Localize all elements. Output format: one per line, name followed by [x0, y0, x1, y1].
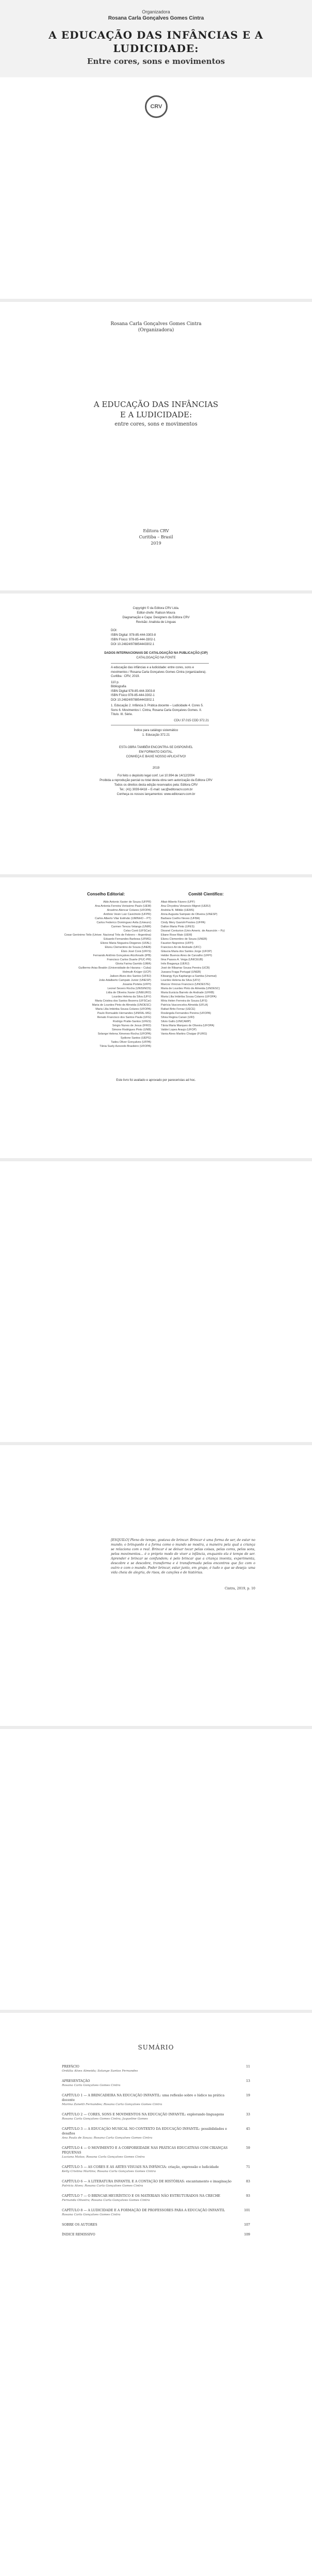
title-page-organizer: Rosana Carla Gonçalves Gomes Cintra	[110, 321, 202, 327]
council-member: Simone Rodrigues Pinto (UNB)	[111, 1028, 151, 1031]
council-member: Gláucia Maria dos Santos Jorge (UFOP)	[161, 950, 212, 953]
council-member: Elizeu Clementino de Souza (UNEB)	[105, 946, 151, 949]
council-member: Ana Antonia Ferreira Verissimo Paulo (UEM)	[95, 905, 151, 908]
editorial-council-title: Conselho Editorial:	[87, 892, 125, 896]
title-page-publisher: Editora CRV	[143, 529, 169, 533]
rights-3: Todos os direitos desta edição reservados pela: Editora CRV	[114, 784, 198, 787]
summary-item-author: Rosana Carla Gonçalves Gomes Cintra; Jaqueline Gomes	[62, 2117, 148, 2121]
summary-item-label: PREFÁCIO	[62, 2065, 79, 2069]
cip-title: DADOS INTERNACIONAIS DE CATALOGAÇÃO NA PUBLICAÇÃO (CIP)	[104, 652, 208, 655]
summary-item-page: 19	[246, 2094, 250, 2097]
cover-org-label: Organizadora	[142, 9, 170, 14]
cover-org-name: Rosana Carla Gonçalves Gomes Cintra	[108, 15, 204, 21]
summary-item-page: 109	[244, 2233, 250, 2236]
summary-item-author: Patrícia Alves; Rosana Carla Gonçalves Gomes Cintra	[62, 2184, 143, 2188]
council-member: Anselmo Alencar Colares (UFOPA)	[107, 909, 151, 912]
isbn-physical: ISBN Físico: 978-85-444-3302-1	[111, 638, 156, 641]
summary-item-page: 45	[246, 2127, 250, 2131]
council-member: Andréia N. Militão (UEMS)	[161, 909, 194, 912]
council-member: Élsio José Corá (UFFS)	[121, 950, 151, 953]
copyright: Copyright © da Editora CRV Ltda.	[133, 607, 179, 610]
colophon-page	[0, 594, 312, 874]
scientific-committee-list	[161, 900, 251, 1036]
council-member: Tânia Maria Marques de Oliveira (UFOPA)	[161, 1024, 215, 1027]
summary-item-author: Kelly Cristina Martins; Rosana Carla Gonçalves Gomes Cintra	[62, 2170, 156, 2173]
council-member: Rosângela Fernandes Pereira (UFOPA)	[161, 1012, 211, 1015]
summary-item-page: 13	[246, 2079, 250, 2083]
diagram-credit: Diagramação e Capa: Designers da Editora CRV	[122, 616, 190, 619]
council-member: Lídia de Oliveira Xavier (UNIEURO)	[106, 991, 151, 994]
council-member: Rodrigo Pratte-Santos (UFES)	[112, 1020, 151, 1023]
council-member: Jussara Fraga Portugal (UNEB)	[161, 971, 201, 974]
epigraph-page	[0, 1445, 312, 1726]
peer-review-note: Este livro foi avaliado e aprovado por pareceristas ad hoc.	[116, 1079, 196, 1082]
index-title: Índice para catálogo sistemático	[134, 729, 178, 732]
summary-item[interactable]	[62, 2112, 250, 2122]
summary-item[interactable]	[62, 2194, 250, 2203]
title-page	[0, 302, 312, 590]
council-member: Maria Cristina dos Santos Bezerra (UFSCar)	[95, 999, 151, 1003]
scientific-committee-title: Comitê Científico:	[188, 892, 224, 896]
rights-5: Conheça os nossos lançamentos: www.editoracrv.com.br	[117, 793, 195, 796]
summary-item[interactable]	[62, 2165, 250, 2174]
summary-item-label: CAPÍTULO 6 — A LITERATURA INFANTIL E A CONTAÇÃO DE HISTÓRIAS: encantamento e imaginação	[62, 2180, 232, 2183]
title-page-year: 2019	[151, 541, 161, 546]
cover-page	[0, 0, 312, 299]
council-member: Carmen Tereza Velanga (UNIR)	[111, 925, 151, 928]
cip-text-5: ISBN Físico 978-85-444-3302-1	[111, 694, 155, 697]
council-member: Solange Helena Ximenes-Rocha (UFOPA)	[97, 1032, 151, 1036]
council-member: Francisco Carlos Duarte (PUC-PR)	[107, 958, 151, 961]
cip-cdd: CDU 37.015 CDD 372.21	[174, 719, 209, 722]
cip-box	[111, 663, 209, 725]
council-member: Patrícia Vasconcelos Almeida (UFLA)	[161, 1004, 208, 1007]
summary-item-label: CAPÍTULO 5 — AS CORES E AS ARTES VISUAIS NA INFÂNCIA: criação, expressão e ludicidade	[62, 2165, 219, 2169]
title-page-subtitle: entre cores, sons e movimentos	[114, 421, 198, 427]
council-member: Maria Eurácia Barreto de Andrade (UFRB)	[161, 991, 215, 994]
council-member: Kilwangy Kya Kapitango-a-Samba (Unemat)	[161, 975, 217, 978]
council-member: Antônio Vesin Luiz Cavichiolo (UFPR)	[103, 913, 151, 916]
council-member: Maria de Lourdes Pinto de Almeida (UNOESC)	[161, 987, 220, 990]
summary-item-label: CAPÍTULO 4 — O MOVIMENTO E A CORPOREIDADE NAS PRÁTICAS EDUCATIVAS COM CRIANÇAS PEQUENAS	[62, 2146, 228, 2155]
council-member: Lourdes Helena da Silva (UFV)	[111, 995, 151, 998]
summary-item-page: 107	[244, 2223, 250, 2227]
summary-item[interactable]	[62, 2079, 250, 2088]
summary-item[interactable]	[62, 2208, 250, 2217]
title-page-city: Curitiba – Brasil	[139, 535, 173, 539]
cip-text-3: Bibliografia	[111, 685, 126, 688]
epigraph-text: [ESQUILO] Pleno de tempo, gostava de brincar. Brincar é uma forma de ser, de estar no mundo; o brinquedo é a forma como o mundo se mostra, a maneira pela qual a criança se relaciona com o real. Brincar é se deixar tocar pelas coisas, pelas cores, pelos sons, pelos movimentos... é o próprio modo de viver a infância, enquanto ela é tempo de ser. Aprender e brincar se confundem; é pelo brincar que a criança inventa, experimenta, descobre e se descobre, transforma e é transformada pelos encontros que faz com o outro e com o mundo. Poder brincar, estar junto, em grupo, é tudo o que se deseja: uma vida cheia de alegria, de risos, de canções e de histórias.	[111, 1538, 255, 1574]
council-member: Tânia Suely Azevedo Brasileiro (UFOPA)	[100, 1045, 151, 1048]
council-member: Elizeu Clementino de Souza (UNEB)	[161, 938, 207, 941]
rights-1: Foi feito o depósito legal conf. Lei 10.994 de 14/12/2004	[117, 774, 195, 777]
council-member: Ana Chrystina Venancio Mignot (UERJ)	[161, 905, 211, 908]
council-member: Rafael Brito Ferraz (UECE)	[161, 1008, 195, 1011]
epigraph-author: Cintra, 2019, p. 10	[224, 1587, 255, 1590]
council-member: Helder Buenos Aires de Carvalho (UFPI)	[161, 954, 212, 957]
council-member: João Adalberto Campato Junior (UNESP)	[98, 979, 151, 982]
council-member: Paulo Romualdo Hernandes (UNIFAL-MG)	[97, 1012, 151, 1015]
summary-item[interactable]	[62, 2146, 250, 2160]
cover-subtitle: Entre cores, sons e movimentos	[87, 57, 225, 66]
summary-item[interactable]	[62, 2223, 250, 2227]
council-member: Maria Lília Imbiriba Sousa Colares (UFOPA)	[95, 1008, 151, 1011]
colophon-year: 2019	[152, 767, 160, 770]
publisher-logo	[145, 95, 168, 118]
digital-note-3: CONHEÇA E BAIXE NOSSO APLICATIVO!	[126, 755, 186, 758]
council-member: Anna Augusta Sampaio de Oliveira (UNESP)	[161, 913, 218, 916]
council-member: José de Ribamar Sousa Pereira (UCB)	[161, 967, 210, 970]
summary-item-author: Ordália Alves Almeida; Solange Santos Fernandes	[62, 2070, 138, 2073]
summary-item-author: Marina Zanetti Fernandes; Rosana Carla Gonçalves Gomes Cintra	[62, 2103, 162, 2106]
blank-page	[0, 1161, 312, 1442]
cip-text-2: 110 p.	[111, 681, 120, 684]
council-member: Fernando Antônio Gonçalves Alcoforado (IPB)	[93, 954, 151, 957]
doi-label: DOI:	[111, 629, 118, 632]
council-member: Sílvia Regina Canan (URI)	[161, 1016, 194, 1019]
isbn-digital: ISBN Digital: 978-85-444-3303-8	[111, 634, 156, 637]
council-member: Maria Lília Imbiriba Sousa Colares (UFOPA)	[161, 995, 217, 998]
publisher-logo-text: CRV	[150, 104, 162, 110]
council-member: Guillermo Arias Beatón (Universidade de Havana – Cuba)	[78, 967, 151, 970]
councils-page	[0, 877, 312, 1158]
council-member: Tadeu Oliver Gonçalves (UFPA)	[111, 1041, 151, 1044]
council-member: Gloria Farina Garrido (UMA)	[115, 962, 151, 965]
council-member: Silvio Gallo (UNICAMP)	[161, 1020, 191, 1023]
cip-text-7: 1. Educação 2. Infância 3. Prática docente – Ludicidade 4. Cores 5. Sons 6. Movimentos I. Cintra, Rosana Carla Gonçalves Gomes. II. Título. III. Série.	[111, 704, 204, 716]
summary-item[interactable]	[62, 2179, 250, 2189]
doi-value: DOI 10.24824/978854443302.1	[111, 643, 155, 646]
council-member: Altair Alberto Fávero (UPF)	[161, 901, 195, 904]
summary-item[interactable]	[62, 2232, 250, 2237]
summary-item-author: Rosana Carla Gonçalves Gomes Cintra	[62, 2213, 121, 2216]
council-member: Cindy Mery Gavioli-Prestes (UFPA)	[161, 921, 206, 924]
title-page-title-2: E A LUDICIDADE:	[120, 410, 192, 419]
council-member: Eliane Rose Maio (UEM)	[161, 934, 192, 937]
summary-item[interactable]	[62, 2093, 250, 2107]
council-member: Leonel Severo Rocha (UNISINOS)	[107, 987, 151, 990]
council-member: Jailson Alves dos Santos (UFRJ)	[109, 975, 151, 978]
council-member: Elione Maria Nogueira Diogenes (UFAL)	[100, 942, 151, 945]
summary-item-label: APRESENTAÇÃO	[62, 2079, 90, 2083]
cip-text-6: DOI 10.24824/978854443302.1	[111, 698, 155, 702]
summary-item-label: CAPÍTULO 2 — CORES, SONS E MOVIMENTOS NA EDUCAÇÃO INFANTIL: explorando linguagens	[62, 2113, 224, 2116]
summary-item-label: SOBRE OS AUTORES	[62, 2223, 97, 2227]
council-member: Barbara Coelho Neves (UFBA)	[161, 917, 200, 920]
revision-credit: Revisão: Analista de Línguas	[136, 621, 176, 624]
title-page-organizer-role: (Organizadora)	[138, 328, 174, 333]
council-member: Vania Alves Martins Chaigar (FURG)	[161, 1032, 207, 1036]
summary-title: SUMÁRIO	[138, 2044, 174, 2051]
cip-text-1: A educação das infâncias e a ludicidade: entre cores, sons e movimentos / Rosana Carla Gonçalves Gomes Cintra (organizadora). Curitiba : CRV, 2019.	[111, 666, 207, 678]
summary-item-author: Ana Paula de Souza; Rosana Carla Gonçalves Gomes Cintra	[62, 2137, 153, 2140]
council-member: Renato Francisco dos Santos Paula (UFG)	[97, 1016, 151, 1019]
summary-item[interactable]	[62, 2064, 250, 2074]
summary-page	[0, 2013, 312, 2576]
index-entry: 1. Educação 372.21	[142, 734, 170, 737]
cover-header	[0, 0, 312, 77]
editor: Editor-chefe: Railson Moura	[137, 612, 175, 615]
council-member: Francisco Ari de Andrade (UFC)	[161, 946, 201, 949]
summary-item-page: 33	[246, 2113, 250, 2116]
summary-item[interactable]	[62, 2127, 250, 2141]
council-member: Dalton Maria Pinto (UFES)	[161, 925, 195, 928]
council-member: Inês Bragança (UERJ)	[161, 962, 190, 965]
rights-4: Tel.: (41) 3039-6418 – E-mail: sac@editoracrv.com.br	[119, 788, 193, 791]
council-member: Helmuth Krüger (UCP)	[122, 971, 151, 974]
council-member: Sydione Santos (UEPG)	[120, 1037, 151, 1040]
title-page-title-1: A EDUCAÇÃO DAS INFÂNCIAS	[93, 400, 219, 409]
summary-item-label: CAPÍTULO 1 — A BRINCADEIRA NA EDUCAÇÃO INFANTIL: uma reflexão sobre o lúdico na prática docente	[62, 2094, 225, 2102]
summary-item-label: CAPÍTULO 7 — O BRINCAR HEURÍSTICO E OS MATERIAIS NÃO ESTRUTURADOS NA CRECHE	[62, 2194, 220, 2198]
cip-subtitle: CATALOGAÇÃO NA FONTE	[136, 656, 176, 659]
council-member: Josania Portela (UFPI)	[122, 983, 151, 986]
council-member: Lourdes Helena da Silva (UFV)	[161, 979, 201, 982]
council-member: Marcos Vinicius Francisco (UNOESTE)	[161, 983, 210, 986]
summary-item-author: Rosana Carla Gonçalves Gomes Cintra	[62, 2084, 121, 2087]
council-member: Carlos Alberto Vilar Estêvão (UMINHO – PT)	[94, 917, 151, 920]
summary-item-label: CAPÍTULO 8 — A LUDICIDADE E A FORMAÇÃO DE PROFESSORES PARA A EDUCAÇÃO INFANTIL	[62, 2209, 225, 2212]
cip-text-4: ISBN Digital 978-85-444-3303-8	[111, 689, 155, 693]
summary-item-page: 71	[246, 2165, 250, 2169]
summary-item-page: 59	[246, 2146, 250, 2150]
summary-item-author: Luciana Matos; Rosana Carla Gonçalves Gomes Cintra	[62, 2156, 145, 2159]
summary-item-page: 11	[246, 2065, 250, 2069]
blank-page	[0, 1729, 312, 2010]
summary-item-page: 93	[246, 2194, 250, 2198]
council-member: Aldo Antonio Xavier de Souza (UFPR)	[103, 901, 151, 904]
council-member: Carlos Federico Dominguez Avila (Unieuro)	[96, 921, 151, 924]
council-member: Sérgio Nunes de Jesus (IFRO)	[112, 1024, 151, 1027]
council-member: Diosnel Centurion (Univ Americ. de Asunción – Py)	[161, 929, 225, 933]
council-member: Maria de Lourdes Pinto de Almeida (UNOESC)	[92, 1004, 151, 1007]
council-member: Eduardo Fernandes Barbosa (UFMG)	[103, 938, 151, 941]
summary-item-label: CAPÍTULO 3 — A EDUCAÇÃO MUSICAL NO CONTEXTO DA EDUCAÇÃO INFANTIL: possibilidades e desafios	[62, 2127, 227, 2136]
summary-list	[62, 2064, 250, 2242]
council-member: Valdei Lopes Araujo (UFOP)	[161, 1028, 196, 1031]
digital-note-1: ESTA OBRA TAMBÉM ENCONTRA-SE DISPONÍVEL	[119, 746, 193, 749]
cover-title: A EDUCAÇÃO DAS INFÂNCIAS E A LUDICIDADE:	[48, 29, 264, 55]
editorial-council-list	[61, 900, 151, 1048]
council-member: Ilma Passos A. Veiga (UNICEUB)	[161, 958, 203, 961]
summary-item-author: Fernanda Oliveira; Rosana Carla Gonçalves Gomes Cintra	[62, 2199, 150, 2202]
summary-item-page: 101	[244, 2209, 250, 2212]
council-member: Cesar Gerónimo Tello (Univer. Nacional Três de Febrero – Argentina)	[64, 934, 151, 937]
council-member: Celso Conti (UFSCar)	[123, 929, 151, 933]
rights-2: Proibida a reprodução parcial ou total desta obra sem autorização da Editora CRV	[100, 779, 212, 782]
council-member: Míria Helen Ferreira de Souza (UFS)	[161, 999, 207, 1003]
council-member: Fauston Negreiros (UFPI)	[161, 942, 193, 945]
summary-item-label: ÍNDICE REMISSIVO	[62, 2233, 95, 2236]
summary-item-page: 83	[246, 2180, 250, 2183]
digital-note-2: EM FORMATO DIGITAL.	[139, 751, 173, 754]
